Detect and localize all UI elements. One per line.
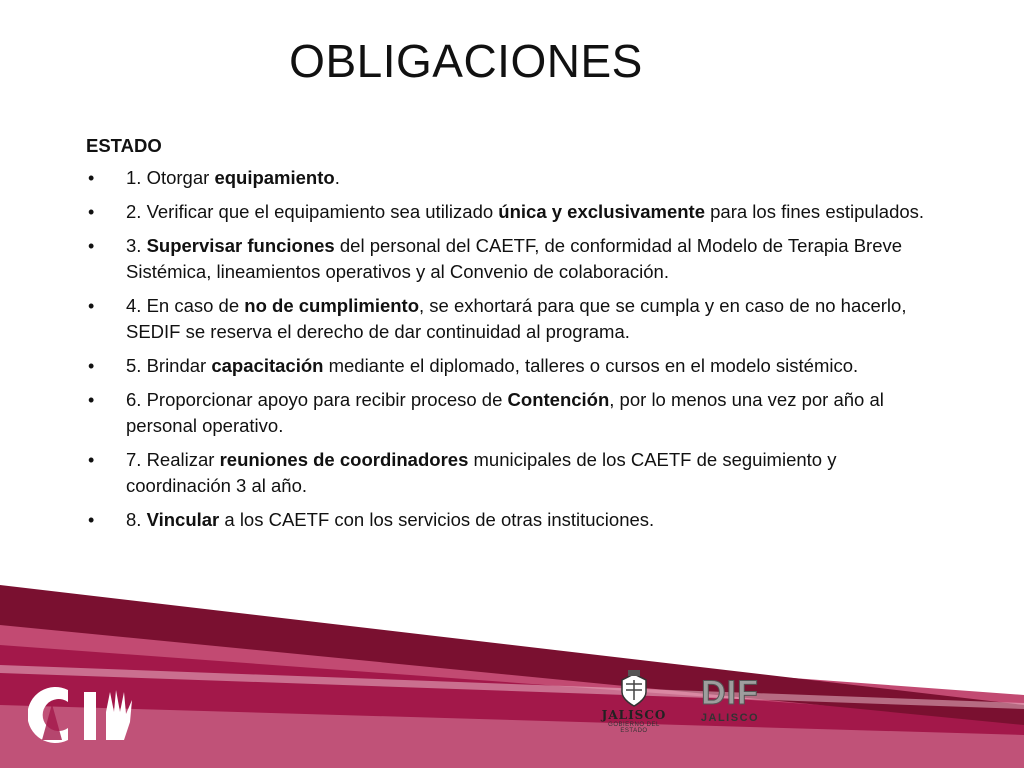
slide-title-text: OBLIGACIONES (289, 35, 643, 87)
list-item-text: del personal del CAETF, de conformidad al Modelo de Terapia Breve Sistémica, lineamientos operativos y al Convenio de colaboración. (126, 235, 903, 282)
dif-logo-sub: JALISCO (700, 712, 760, 724)
list-item-bold-text: no de cumplimiento (244, 295, 420, 316)
list-item-bold-text: Vincular (146, 509, 220, 530)
list-item-text: 7. Realizar (126, 449, 220, 470)
obligations-list (86, 165, 946, 533)
list-item-bold-text: reuniones de coordinadores (219, 449, 469, 470)
list-item (86, 233, 946, 285)
cai-logo-tree (42, 704, 62, 740)
list-item-bold-text: única y exclusivamente (498, 201, 705, 222)
jalisco-logo-sub: GOBIERNO DEL ESTADO (608, 722, 660, 734)
list-item (86, 353, 946, 379)
list-item (86, 199, 946, 225)
list-item-text: 4. En caso de (126, 295, 245, 316)
list-item-text: 1. Otorgar (126, 167, 215, 188)
slide-content (86, 133, 946, 541)
slide-title (0, 34, 1024, 88)
list-item (86, 165, 946, 191)
list-item-text: 5. Brindar (126, 355, 212, 376)
list-item-text: a los CAETF con los servicios de otras instituciones. (219, 509, 655, 530)
list-item (86, 293, 946, 345)
list-item (86, 507, 946, 533)
list-item-text: municipales de los CAETF de seguimiento y coordinación 3 al año. (126, 449, 837, 496)
list-item-text: . (334, 167, 340, 188)
jalisco-crest-icon (614, 668, 654, 708)
section-heading: ESTADO (86, 135, 162, 156)
list-item-text: , por lo menos una vez por año al personal operativo. (126, 389, 884, 436)
list-item-text: 2. Verificar que el equipamiento sea utilizado (126, 201, 499, 222)
jalisco-logo-name: JALISCO (601, 708, 667, 722)
cai-logo-i1 (84, 692, 96, 740)
list-item-bold-text: Supervisar funciones (146, 235, 335, 256)
list-item-text: 3. (126, 235, 147, 256)
dif-logo (694, 676, 766, 732)
list-item-bold-text: equipamiento (214, 167, 335, 188)
list-item-text: , se exhortará para que se cumpla y en caso de no hacerlo, SEDIF se reserva el derecho de dar continuidad al programa. (126, 295, 907, 342)
cai-logo-hand (106, 690, 132, 740)
list-item-text: 6. Proporcionar apoyo para recibir proceso de (126, 389, 508, 410)
dif-logo-mark: DIF (701, 674, 759, 712)
list-item-text: para los fines estipulados. (705, 201, 925, 222)
cai-logo (28, 682, 148, 748)
decorative-band (0, 585, 1024, 768)
list-item-bold-text: capacitación (211, 355, 324, 376)
jalisco-logo (596, 668, 672, 740)
list-item-text: mediante el diplomado, talleres o cursos en el modelo sistémico. (323, 355, 859, 376)
list-item (86, 447, 946, 499)
list-item (86, 387, 946, 439)
list-item-bold-text: Contención (507, 389, 610, 410)
list-item-text: 8. (126, 509, 147, 530)
